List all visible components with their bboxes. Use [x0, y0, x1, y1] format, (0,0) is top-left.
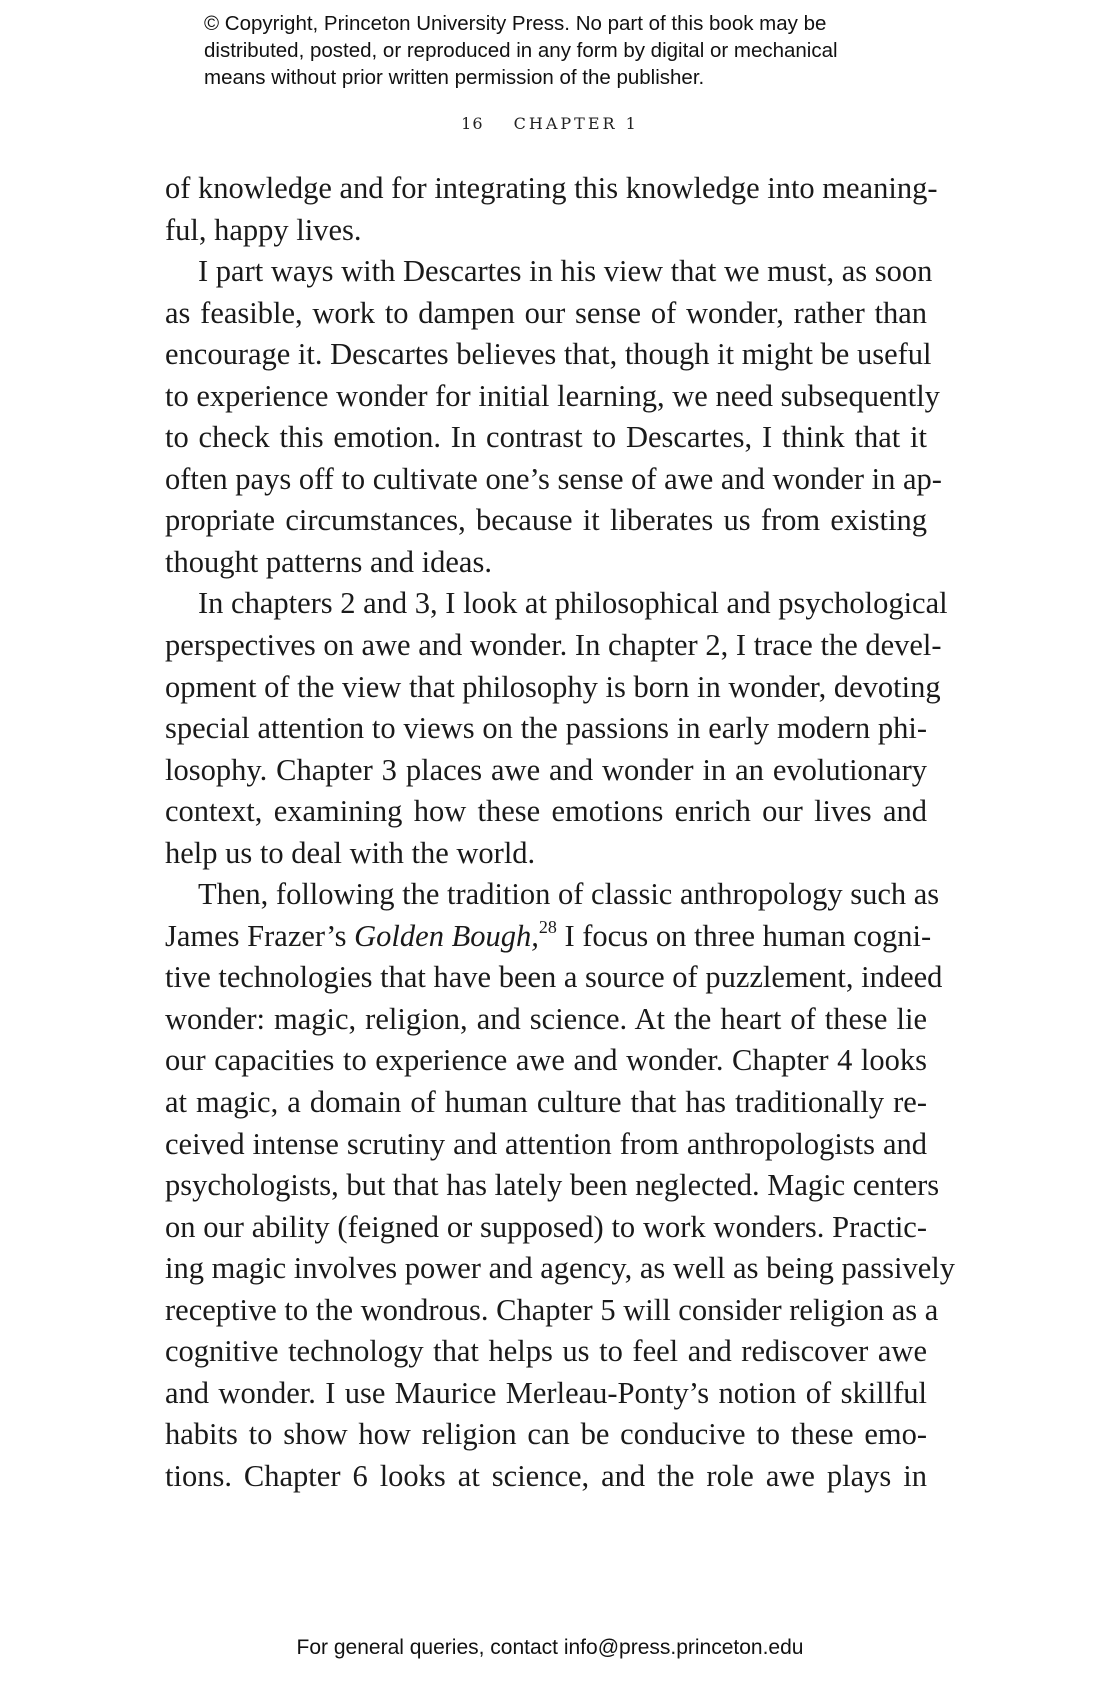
text-line-with-citation: [165, 916, 932, 958]
running-head: [0, 114, 1100, 133]
text-line: habits to show how religion can be conducive to these emo-: [165, 1417, 927, 1452]
copyright-line: distributed, posted, or reproduced in any form by digital or mechanical: [204, 39, 838, 62]
text-line: to experience wonder for initial learning, we need subsequently: [165, 378, 940, 413]
text-line: context, examining how these emotions enrich our lives and: [165, 794, 927, 829]
text-line: help us to deal with the world.: [165, 835, 536, 870]
text-line: losophy. Chapter 3 places awe and wonder in an evolutionary: [165, 752, 927, 787]
body-text: [165, 168, 955, 1498]
text-line: wonder: magic, religion, and science. At the heart of these lie: [165, 1001, 927, 1036]
text-line: special attention to views on the passions in early modern phi-: [165, 711, 927, 746]
page-number: 16: [461, 114, 484, 133]
text-line: receptive to the wondrous. Chapter 5 will consider religion as a: [165, 1292, 939, 1327]
text-line: of knowledge and for integrating this knowledge into meaning-: [165, 171, 938, 205]
book-title: Golden Bough,: [354, 918, 539, 953]
text-line: I part ways with Descartes in his view that we must, as soon: [198, 254, 933, 289]
text-line: to check this emotion. In contrast to Descartes, I think that it: [165, 420, 927, 455]
text-line: Then, following the tradition of classic anthropology such as: [198, 877, 940, 912]
text-line: propriate circumstances, because it liberates us from existing: [165, 503, 927, 538]
text-line: as feasible, work to dampen our sense of wonder, rather than: [165, 295, 927, 330]
text-line: on our ability (feigned or supposed) to work wonders. Practic-: [165, 1209, 927, 1244]
footnote-ref[interactable]: 28: [538, 916, 557, 937]
text-line: psychologists, but that has lately been neglected. Magic centers: [165, 1168, 940, 1203]
text-line: ful, happy lives.: [165, 212, 362, 247]
text-line: opment of the view that philosophy is born in wonder, devoting: [165, 669, 941, 704]
text-line: encourage it. Descartes believes that, though it might be useful: [165, 337, 932, 372]
copyright-line: means without prior written permission of the publisher.: [204, 66, 705, 89]
text-line: tive technologies that have been a source of puzzlement, indeed: [165, 960, 943, 995]
text-line: cognitive technology that helps us to feel and rediscover awe: [165, 1334, 927, 1369]
copyright-notice: [204, 10, 964, 91]
text-span: I focus on three human cogni-: [556, 918, 932, 953]
text-line: at magic, a domain of human culture that has traditionally re-: [165, 1085, 927, 1120]
text-line: our capacities to experience awe and wonder. Chapter 4 looks: [165, 1043, 927, 1078]
text-line: tions. Chapter 6 looks at science, and the role awe plays in: [165, 1458, 927, 1493]
text-line: thought patterns and ideas.: [165, 544, 492, 579]
copyright-line: © Copyright, Princeton University Press. No part of this book may be: [204, 12, 827, 35]
text-line: In chapters 2 and 3, I look at philosophical and psychological: [198, 586, 948, 621]
footer-contact: For general queries, contact info@press.princeton.edu: [296, 1636, 804, 1659]
text-line: perspectives on awe and wonder. In chapter 2, I trace the devel-: [165, 628, 942, 663]
chapter-label: CHAPTER 1: [513, 114, 639, 133]
text-line: and wonder. I use Maurice Merleau-Ponty’s notion of skillful: [165, 1375, 927, 1410]
text-line: ceived intense scrutiny and attention from anthropologists and: [165, 1126, 927, 1161]
text-line: often pays off to cultivate one’s sense of awe and wonder in ap-: [165, 461, 942, 496]
text-span: James Frazer’s: [165, 918, 355, 953]
text-line: ing magic involves power and agency, as well as being passively: [165, 1251, 955, 1286]
